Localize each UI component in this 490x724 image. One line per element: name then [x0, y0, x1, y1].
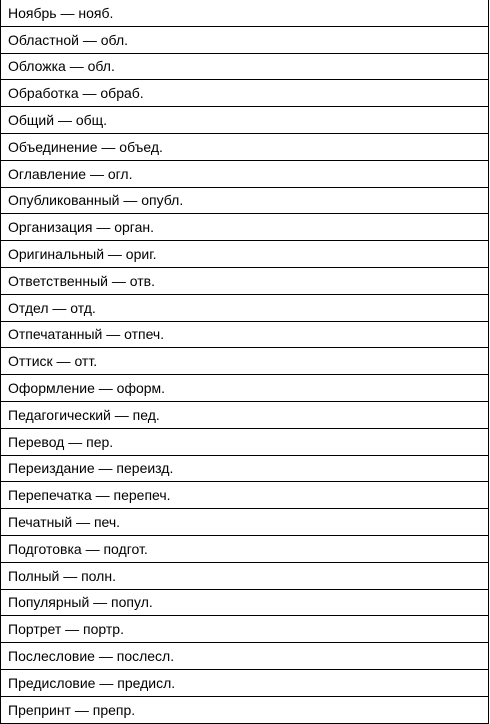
- table-cell: Предисловие — предисл.: [1, 669, 489, 696]
- table-cell: Печатный — печ.: [1, 509, 489, 536]
- table-cell: Перепечатка — перепеч.: [1, 482, 489, 509]
- table-row: [1, 348, 489, 375]
- abbreviations-table-body: [1, 0, 489, 723]
- table-row: [1, 321, 489, 348]
- table-row: [1, 643, 489, 670]
- table-row: [1, 160, 489, 187]
- table-cell: Областной — обл.: [1, 26, 489, 53]
- table-row: [1, 0, 489, 26]
- table-row: [1, 669, 489, 696]
- table-row: [1, 428, 489, 455]
- table-row: [1, 26, 489, 53]
- table-cell: Оглавление — огл.: [1, 160, 489, 187]
- table-row: [1, 482, 489, 509]
- table-row: [1, 53, 489, 80]
- table-cell: Организация — орган.: [1, 214, 489, 241]
- table-row: [1, 241, 489, 268]
- table-row: [1, 133, 489, 160]
- table-cell: Педагогический — пед.: [1, 401, 489, 428]
- table-row: [1, 107, 489, 134]
- table-cell: Оттиск — отт.: [1, 348, 489, 375]
- table-row: [1, 562, 489, 589]
- table-cell: Обработка — обраб.: [1, 80, 489, 107]
- table-cell: Отпечатанный — отпеч.: [1, 321, 489, 348]
- table-cell: Оригинальный — ориг.: [1, 241, 489, 268]
- table-cell: Переиздание — переизд.: [1, 455, 489, 482]
- table-row: [1, 267, 489, 294]
- table-cell: Обложка — обл.: [1, 53, 489, 80]
- table-row: [1, 80, 489, 107]
- table-row: [1, 589, 489, 616]
- table-cell: Полный — полн.: [1, 562, 489, 589]
- table-row: [1, 455, 489, 482]
- table-cell: Ноябрь — нояб.: [1, 0, 489, 26]
- table-cell: Опубликованный — опубл.: [1, 187, 489, 214]
- table-cell: Отдел — отд.: [1, 294, 489, 321]
- table-row: [1, 535, 489, 562]
- table-cell: Перевод — пер.: [1, 428, 489, 455]
- table-row: [1, 696, 489, 723]
- table-row: [1, 187, 489, 214]
- table-cell: Ответственный — отв.: [1, 267, 489, 294]
- table-cell: Послесловие — послесл.: [1, 643, 489, 670]
- table-cell: Популярный — попул.: [1, 589, 489, 616]
- table-cell: Портрет — портр.: [1, 616, 489, 643]
- table-row: [1, 214, 489, 241]
- table-row: [1, 616, 489, 643]
- table-cell: Оформление — оформ.: [1, 375, 489, 402]
- table-cell: Объединение — объед.: [1, 133, 489, 160]
- table-row: [1, 401, 489, 428]
- table-row: [1, 509, 489, 536]
- table-cell: Подготовка — подгот.: [1, 535, 489, 562]
- table-cell: Общий — общ.: [1, 107, 489, 134]
- table-row: [1, 375, 489, 402]
- table-cell: Препринт — препр.: [1, 696, 489, 723]
- table-row: [1, 294, 489, 321]
